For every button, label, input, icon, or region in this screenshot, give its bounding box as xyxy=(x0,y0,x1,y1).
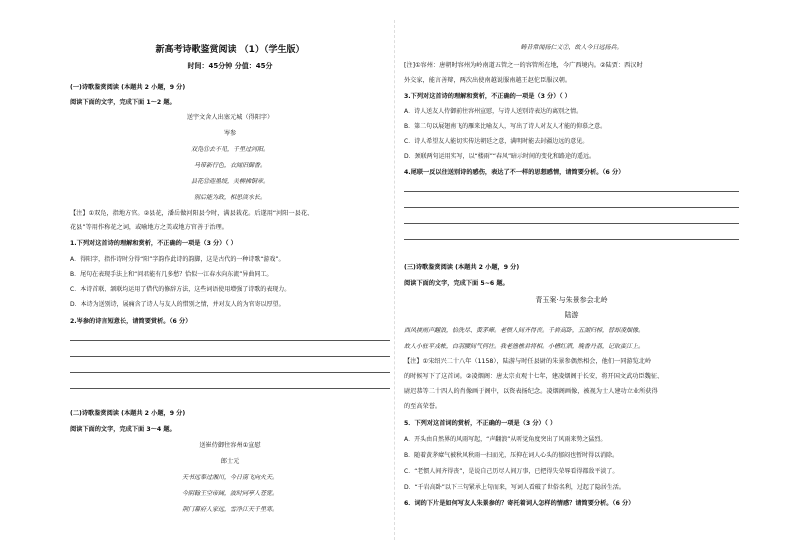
answer-line xyxy=(70,372,390,373)
poem2-title: 送崔侍御往容州①宣慰 xyxy=(199,442,261,449)
section2-instruction: 阅读下面的文字，完成下面 3～4 题。 xyxy=(70,426,176,433)
poem3-author: 陆游 xyxy=(564,311,579,319)
section1-instruction: 阅读下面的文字，完成下面 1～2 题。 xyxy=(70,99,176,106)
poem1-title: 送宇文舍人出塞元城（得阳字） xyxy=(186,114,274,121)
poem3-title: 青玉案·与朱景参会北岭 xyxy=(535,296,608,304)
poem2-line-2: 今阴翰王空帝阔，波时同亭人苍宽。 xyxy=(181,490,278,497)
section3-heading: (三)诗歌鉴赏阅读 (本题共 2 小题，9 分) xyxy=(404,264,520,271)
poem3-note-line4: 的至高荣誉。 xyxy=(404,403,442,410)
question-1: 1.下列对这首诗的理解和赏析，不正确的一项是（3 分）（ ） xyxy=(70,240,237,247)
poem2-author: 郎士元 xyxy=(220,458,240,465)
answer-line xyxy=(70,356,390,357)
answer-line xyxy=(404,223,739,224)
section1-heading: (一)诗歌鉴赏阅读 (本题共 2 小题，9 分) xyxy=(70,84,186,91)
question-6: 6．词的下片是如何写友人朱景参的？寄托着词人怎样的情感？请简要分析。（6 分） xyxy=(404,500,635,507)
poem3-line-1: 西风挟雨声翻浪，恰洗尽、黄茅瘴。老惯人间齐得丧。千岩高卧，五湖归棹，替却凌烟像。 xyxy=(404,327,645,334)
question-1-option-d: D．本诗为送别诗，展痛含了诗人与友人的惜别之情，并对友人的为官寄以厚望。 xyxy=(70,301,285,308)
poem3-note-line1: 【注】①宋绍兴二十八年（1158），陆游与时任县尉的朱景参偶然相会，他们一同游览北岭 xyxy=(404,358,652,365)
answer-line xyxy=(404,191,739,192)
question-3-option-a: A．诗人送友人侍御前往容州宣慰，与诗人送别诗表达的离别之情。 xyxy=(404,108,583,115)
poem1-line-4: 别后能为政，相思淡水长。 xyxy=(193,194,266,201)
time-score-line: 时间：45分钟 分值：45分 xyxy=(187,62,273,70)
section2-heading: (二)诗歌鉴赏阅读 (本题共 2 小题，9 分) xyxy=(70,410,186,417)
poem3-note-line2: 的时候写下了这首词。②凌烟阁：唐太宗贞观十七年，建凌烟阁于长安，将开国文武功臣魏征、 xyxy=(404,373,664,380)
question-1-option-a: A．得阳字，指作诗时分得“阳”字韵作此诗的韵脚，这是古代的一种诗歌“游戏”。 xyxy=(70,256,285,263)
question-5-option-d: D．“千岩高卧”以下三句紧承上句而来，写词人看破了世俗名利，过起了隐居生活。 xyxy=(404,484,625,491)
poem3-note-line3: 尉迟恭等二十四人的肖像画于阁中，以资表扬纪念。凌烟阁画像，被视为士人建功立业所获得 xyxy=(404,388,658,395)
question-1-option-b: B．尾句在表现手法上和“问君能有几多愁？恰似一江春水向东流”异曲同工。 xyxy=(70,271,273,278)
document-title: 新高考诗歌鉴赏阅读 （1）（学生版） xyxy=(155,45,305,55)
answer-line xyxy=(70,340,390,341)
question-1-option-c: C．本诗首联、颔联均运用了借代的修辞方法，这些词语使用增强了诗歌的表现力。 xyxy=(70,286,291,293)
question-5-option-b: B．随着黄茅瘴气被秋风秋雨一扫而光，压抑在词人心头的郁闷也暂时得以消除。 xyxy=(404,452,619,459)
column-divider xyxy=(394,20,395,540)
question-2: 2.岑参的诗言短意长，请简要赏析。（6 分） xyxy=(70,318,192,325)
question-3: 3.下列对这首诗的理解和赏析，不正确的一项是（3 分）（ ） xyxy=(404,93,571,100)
question-4: 4.尾联一反以往送别诗的感伤，表达了不一样的思想感情，请简要分析。（6 分） xyxy=(404,169,625,176)
poem2-line-1: 天书远奉过湘川，今日南飞向火天。 xyxy=(181,474,278,481)
answer-line xyxy=(404,239,739,240)
answer-line xyxy=(70,388,390,389)
poem1-author: 岑参 xyxy=(223,130,237,137)
poem1-line-1: 双凫⑪去不见，千里过河阳。 xyxy=(190,146,269,153)
question-3-option-b: B．第二句以展翅南飞的雁来比喻友人，写出了诗人对友人才能的仰慕之意。 xyxy=(404,123,607,130)
answer-line xyxy=(404,207,739,208)
poem1-note-line2: 花县”等用作称花之词，或喻地方之美或地方官善于治理。 xyxy=(70,224,228,231)
question-5: 5．下列对这首词的赏析，不正确的一项是（3 分）（ ） xyxy=(404,420,557,427)
poem2-line-4: 畴昔常闻扬仁义②，故人今日远扬兵。 xyxy=(520,44,623,51)
poem2-note-line1: [注]①容州：唐朝时容州为岭南道五管之一的容管所在地，今广西境内。②陆贾：西汉时 xyxy=(404,62,643,69)
poem1-line-3: 县花⑫迎墨绶，关柳拂铜章。 xyxy=(190,178,269,185)
poem2-line-3: 荆门幕府人家远，雪净江天千里寒。 xyxy=(181,506,278,513)
question-5-option-a: A．开头由自然界的风雨写起，“声翻浪”从听觉角度突出了风雨来势之猛烈。 xyxy=(404,436,607,443)
poem3-line-2: 故人小驻平戎帐，白羽腰间气何壮。我老渔樵君将相。小槽红酒，晚香丹荔，记取蛮江上。 xyxy=(404,343,645,350)
question-3-option-c: C．诗人希望友人能切实传达朝廷之意，满明时能去封疆边远的意见。 xyxy=(404,138,589,145)
poem2-note-line2: 外交家，能言善辩，两次出使南越说服南越王赵佗臣服汉朝。 xyxy=(404,77,572,84)
poem1-line-2: 马带新行色，衣闻旧御香。 xyxy=(193,162,266,169)
section3-instruction: 阅读下面的文字，完成下面 5~6 题。 xyxy=(404,280,509,287)
question-5-option-c: C．“老惯人间齐得丧”，是说自己历尽人间万事，已把得失荣辱看得都敌平淡了。 xyxy=(404,468,619,475)
question-3-option-d: D．颈联两句运用实写，以“楼雨”“春风”暗示时间的变化和路途的遥远。 xyxy=(404,153,596,160)
poem1-note-line1: 【注】①双凫，指地方官。②县花，潘岳做河阳县令时，满县栽花。后遂用“河阳一县花、 xyxy=(70,210,314,217)
